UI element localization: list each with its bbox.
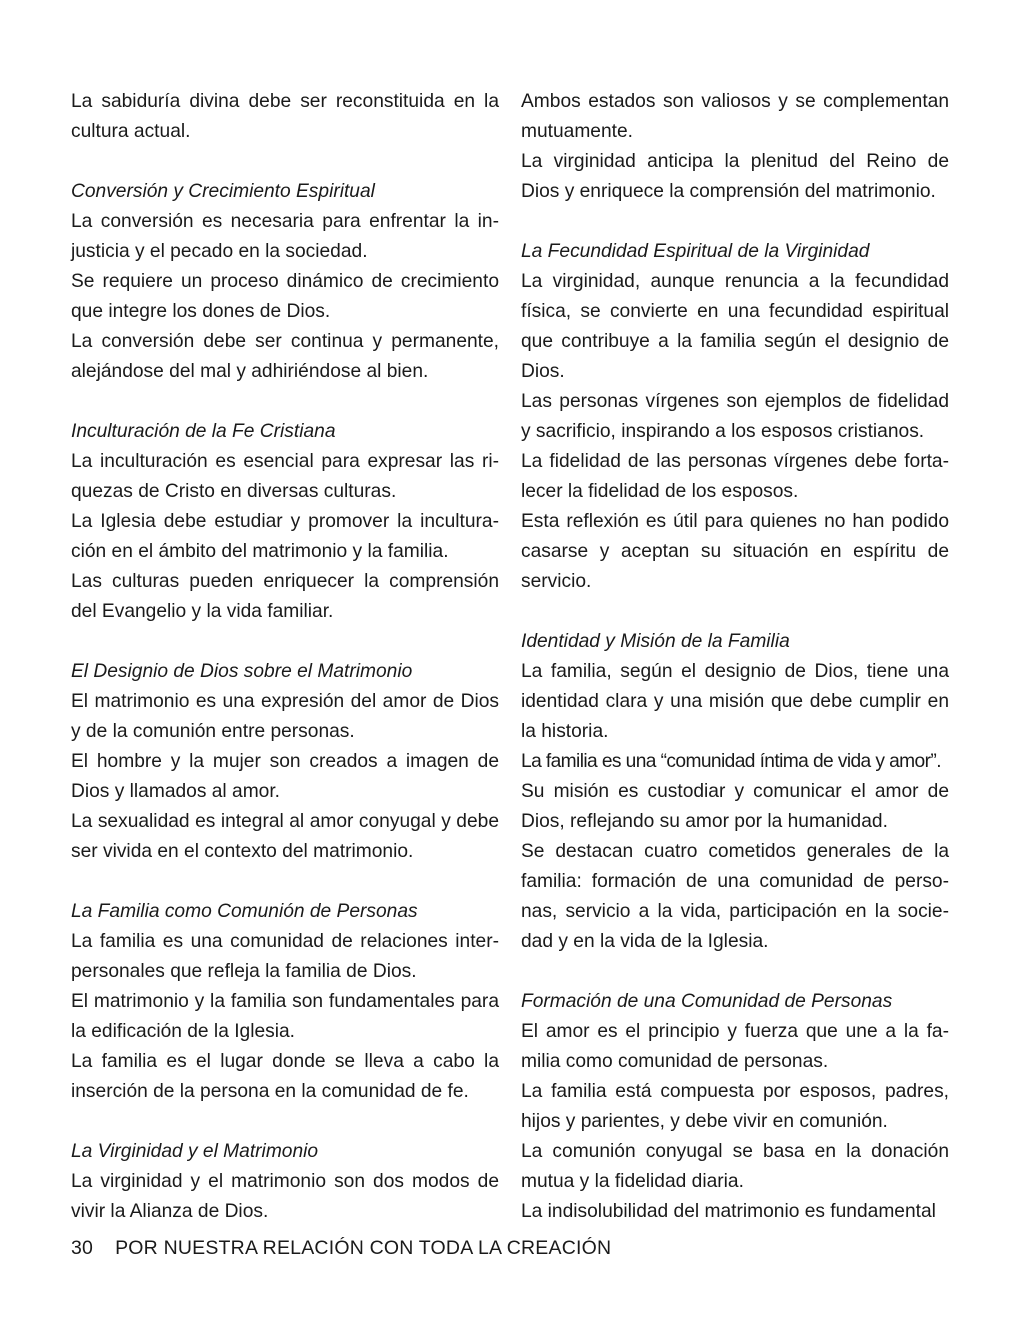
section-heading: Formación de una Comunidad de Personas (521, 991, 893, 1012)
paragraph: La familia, según el designio de Dios, tiene una identidad clara y una misión que debe cumplir en la historia. (521, 661, 949, 742)
paragraph: La indisolubilidad del matrimonio es fundamental (521, 1201, 936, 1222)
running-title: POR NUESTRA RELACIÓN CON TODA LA CREACIÓN (115, 1237, 612, 1259)
paragraph: La conversión es necesaria para enfrentar la injusticia y el pecado en la sociedad. (71, 211, 499, 262)
paragraph: La inculturación es esencial para expresar las riquezas de Cristo en diversas culturas. (71, 451, 499, 502)
paragraph: La conversión debe ser continua y permanente, alejándose del mal y adhiriéndose al bien. (71, 331, 499, 382)
paragraph: El matrimonio y la familia son fundamentales para la edificación de la Iglesia. (71, 991, 499, 1042)
page-footer (71, 1233, 611, 1263)
paragraph: El matrimonio es una expresión del amor de Dios y de la comunión entre personas. (71, 691, 499, 742)
section-heading: Inculturación de la Fe Cristiana (71, 421, 336, 442)
left-column (71, 87, 499, 1227)
paragraph: La fidelidad de las personas vírgenes debe fortalecer la fidelidad de los esposos. (521, 451, 949, 502)
paragraph: La comunión conyugal se basa en la donación mutua y la fidelidad diaria. (521, 1141, 949, 1192)
paragraph: La virginidad anticipa la plenitud del Reino de Dios y enriquece la comprensión del matrimonio. (521, 151, 949, 202)
paragraph: Su misión es custodiar y comunicar el amor de Dios, reflejando su amor por la humanidad. (521, 781, 949, 832)
paragraph: La sabiduría divina debe ser reconstituida en la cultura actual. (71, 91, 499, 142)
paragraph: Se destacan cuatro cometidos generales de la familia: formación de una comunidad de personas, servicio a la vida, participación en la sociedad y en la vida de la Iglesia. (521, 841, 949, 952)
paragraph: Se requiere un proceso dinámico de crecimiento que integre los dones de Dios. (71, 271, 499, 322)
paragraph: La familia es el lugar donde se lleva a cabo la inserción de la persona en la comunidad de fe. (71, 1051, 499, 1102)
paragraph: El hombre y la mujer son creados a imagen de Dios y llamados al amor. (71, 751, 499, 802)
paragraph: El amor es el principio y fuerza que une a la familia como comunidad de personas. (521, 1021, 949, 1072)
paragraph: Las culturas pueden enriquecer la comprensión del Evangelio y la vida familiar. (71, 571, 499, 622)
page-number: 30 (71, 1237, 94, 1259)
paragraph: La sexualidad es integral al amor conyugal y debe ser vivida en el contexto del matrimonio. (71, 811, 499, 862)
paragraph: La familia está compuesta por esposos, padres, hijos y parientes, y debe vivir en comunión. (521, 1081, 949, 1132)
section-heading: La Fecundidad Espiritual de la Virginidad (521, 241, 870, 262)
paragraph: La Iglesia debe estudiar y promover la inculturación en el ámbito del matrimonio y la familia. (71, 511, 499, 562)
section-heading: Identidad y Misión de la Familia (521, 631, 790, 652)
paragraph: La virginidad y el matrimonio son dos modos de vivir la Alianza de Dios. (71, 1171, 499, 1222)
paragraph: Ambos estados son valiosos y se complementan mutuamente. (521, 91, 949, 142)
section-heading: El Designio de Dios sobre el Matrimonio (71, 661, 413, 682)
paragraph: Esta reflexión es útil para quienes no han podido casarse y aceptan su situación en espíritu de servicio. (521, 511, 949, 592)
paragraph: Las personas vírgenes son ejemplos de fidelidad y sacrificio, inspirando a los esposos cristianos. (521, 391, 949, 442)
paragraph: La familia es una comunidad de relaciones interpersonales que refleja la familia de Dios. (71, 931, 499, 982)
section-heading: La Virginidad y el Matrimonio (71, 1141, 319, 1162)
paragraph: La virginidad, aunque renuncia a la fecundidad física, se convierte en una fecundidad espiritual que contribuye a la familia según el designio de Dios. (521, 271, 949, 382)
right-column (521, 87, 949, 1227)
section-heading: La Familia como Comunión de Personas (71, 901, 418, 922)
section-heading: Conversión y Crecimiento Espiritual (71, 181, 375, 202)
paragraph: La familia es una “comunidad íntima de vida y amor”. (521, 751, 941, 772)
